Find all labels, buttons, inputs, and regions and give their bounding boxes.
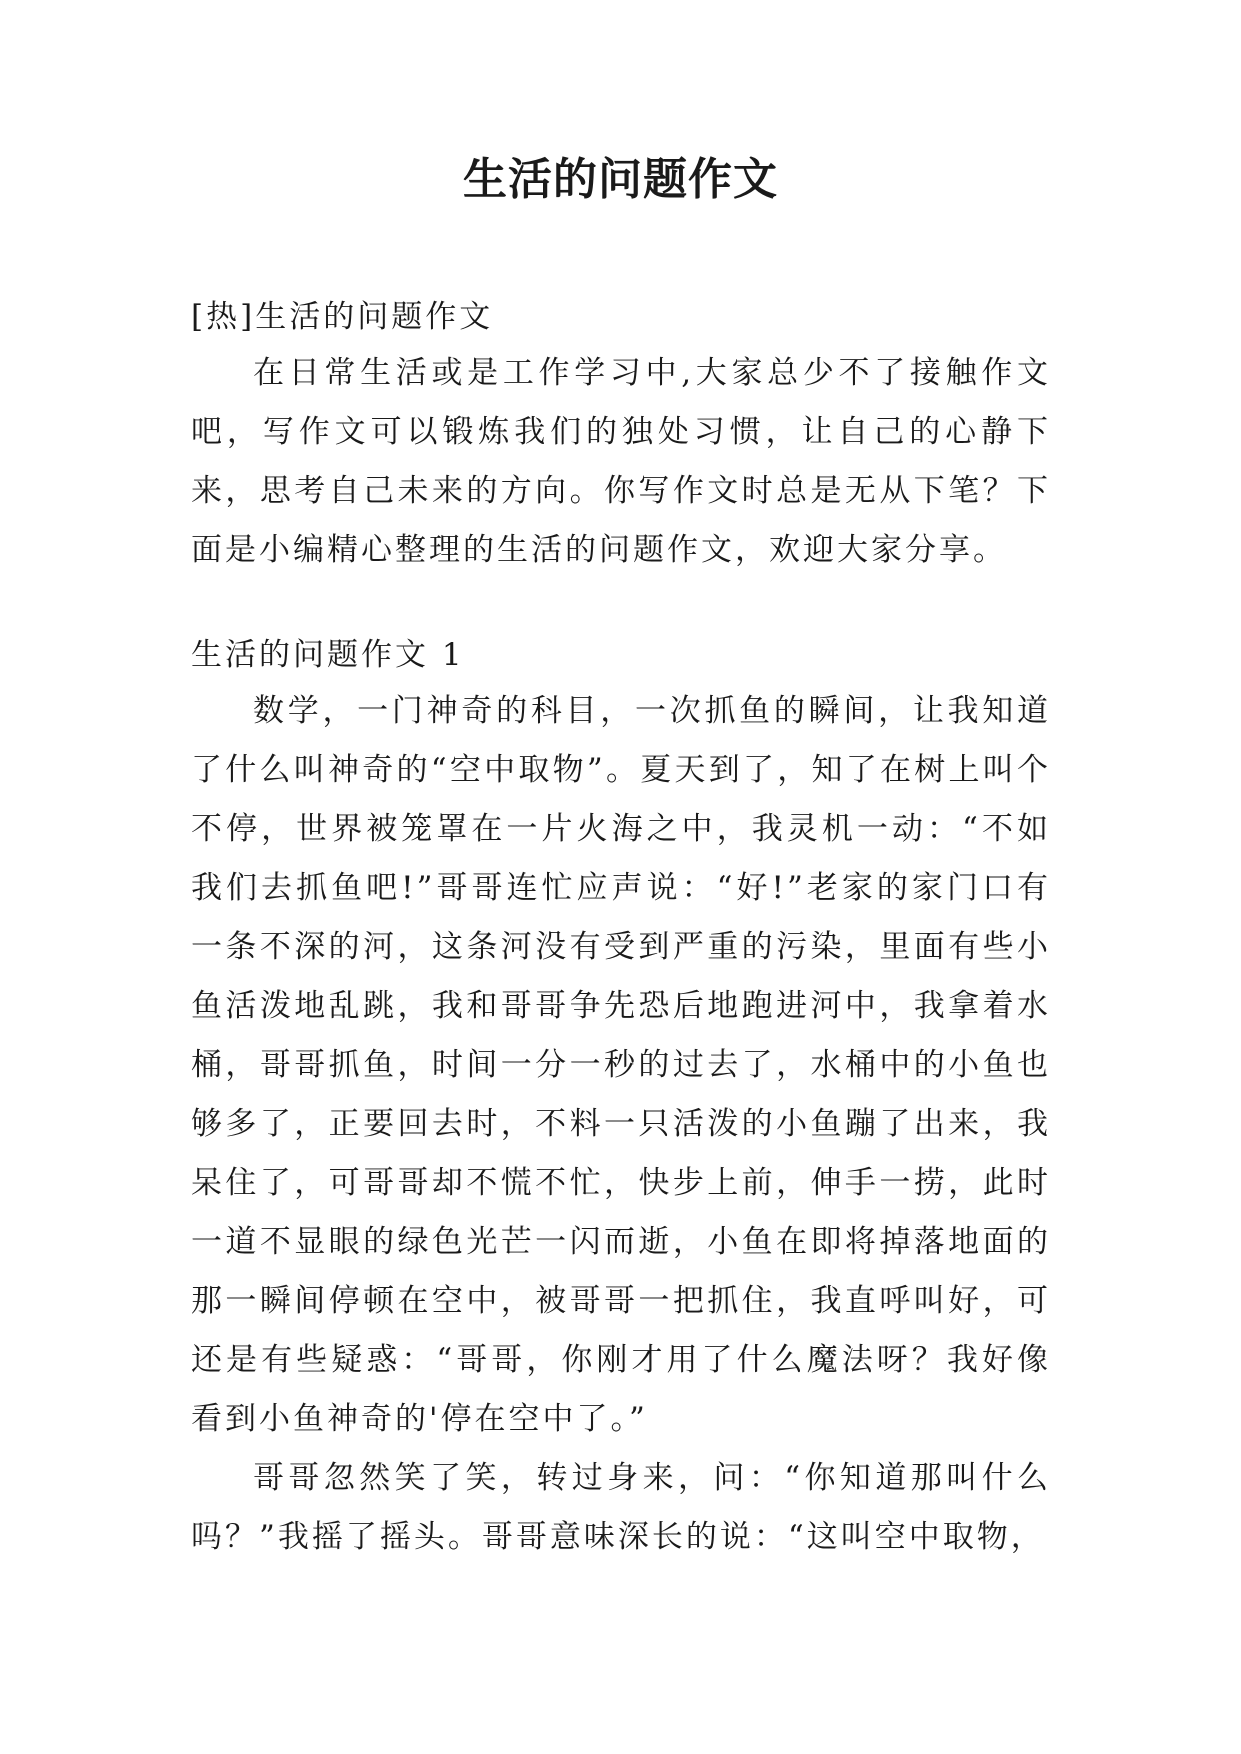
- document-subtitle: [热]生活的问题作文: [191, 299, 494, 335]
- intro-paragraph: 在日常生活或是工作学习中,大家总少不了接触作文吧，写作文可以锻炼我们的独处习惯，让自己的心静下来，思考自己未来的方向。你写作文时总是无从下笔？下面是小编精心整理的生活的问题作文，欢迎大家分享。: [191, 355, 1051, 568]
- document-title: 生活的问题作文: [463, 154, 778, 205]
- section-spacer: [191, 580, 1051, 628]
- body-paragraph: 数学，一门神奇的科目，一次抓鱼的瞬间，让我知道了什么叫神奇的“空中取物”。夏天到了，知了在树上叫个不停，世界被笼罩在一片火海之中，我灵机一动：“不如我们去抓鱼吧!”哥哥连忙应声说：“好!”老家的家门口有一条不深的河，这条河没有受到严重的污染，里面有些小鱼活泼地乱跳，我和哥哥争先恐后地跑进河中，我拿着水桶，哥哥抓鱼，时间一分一秒的过去了，水桶中的小鱼也够多了，正要回去时，不料一只活泼的小鱼蹦了出来，我呆住了，可哥哥却不慌不忙，快步上前，伸手一捞，此时一道不显眼的绿色光芒一闪而逝，小鱼在即将掉落地面的那一瞬间停顿在空中，被哥哥一把抓住，我直呼叫好，可还是有些疑惑：“哥哥，你刚才用了什么魔法呀？我好像看到小鱼神奇的'停在空中了。”: [191, 693, 1051, 1437]
- body-paragraph: 哥哥忽然笑了笑，转过身来，问：“你知道那叫什么吗？”我摇了摇头。哥哥意味深长的说：“这叫空中取物，: [191, 1460, 1051, 1555]
- document-body: [191, 290, 1051, 1567]
- section-heading: 生活的问题作文 1: [191, 637, 465, 673]
